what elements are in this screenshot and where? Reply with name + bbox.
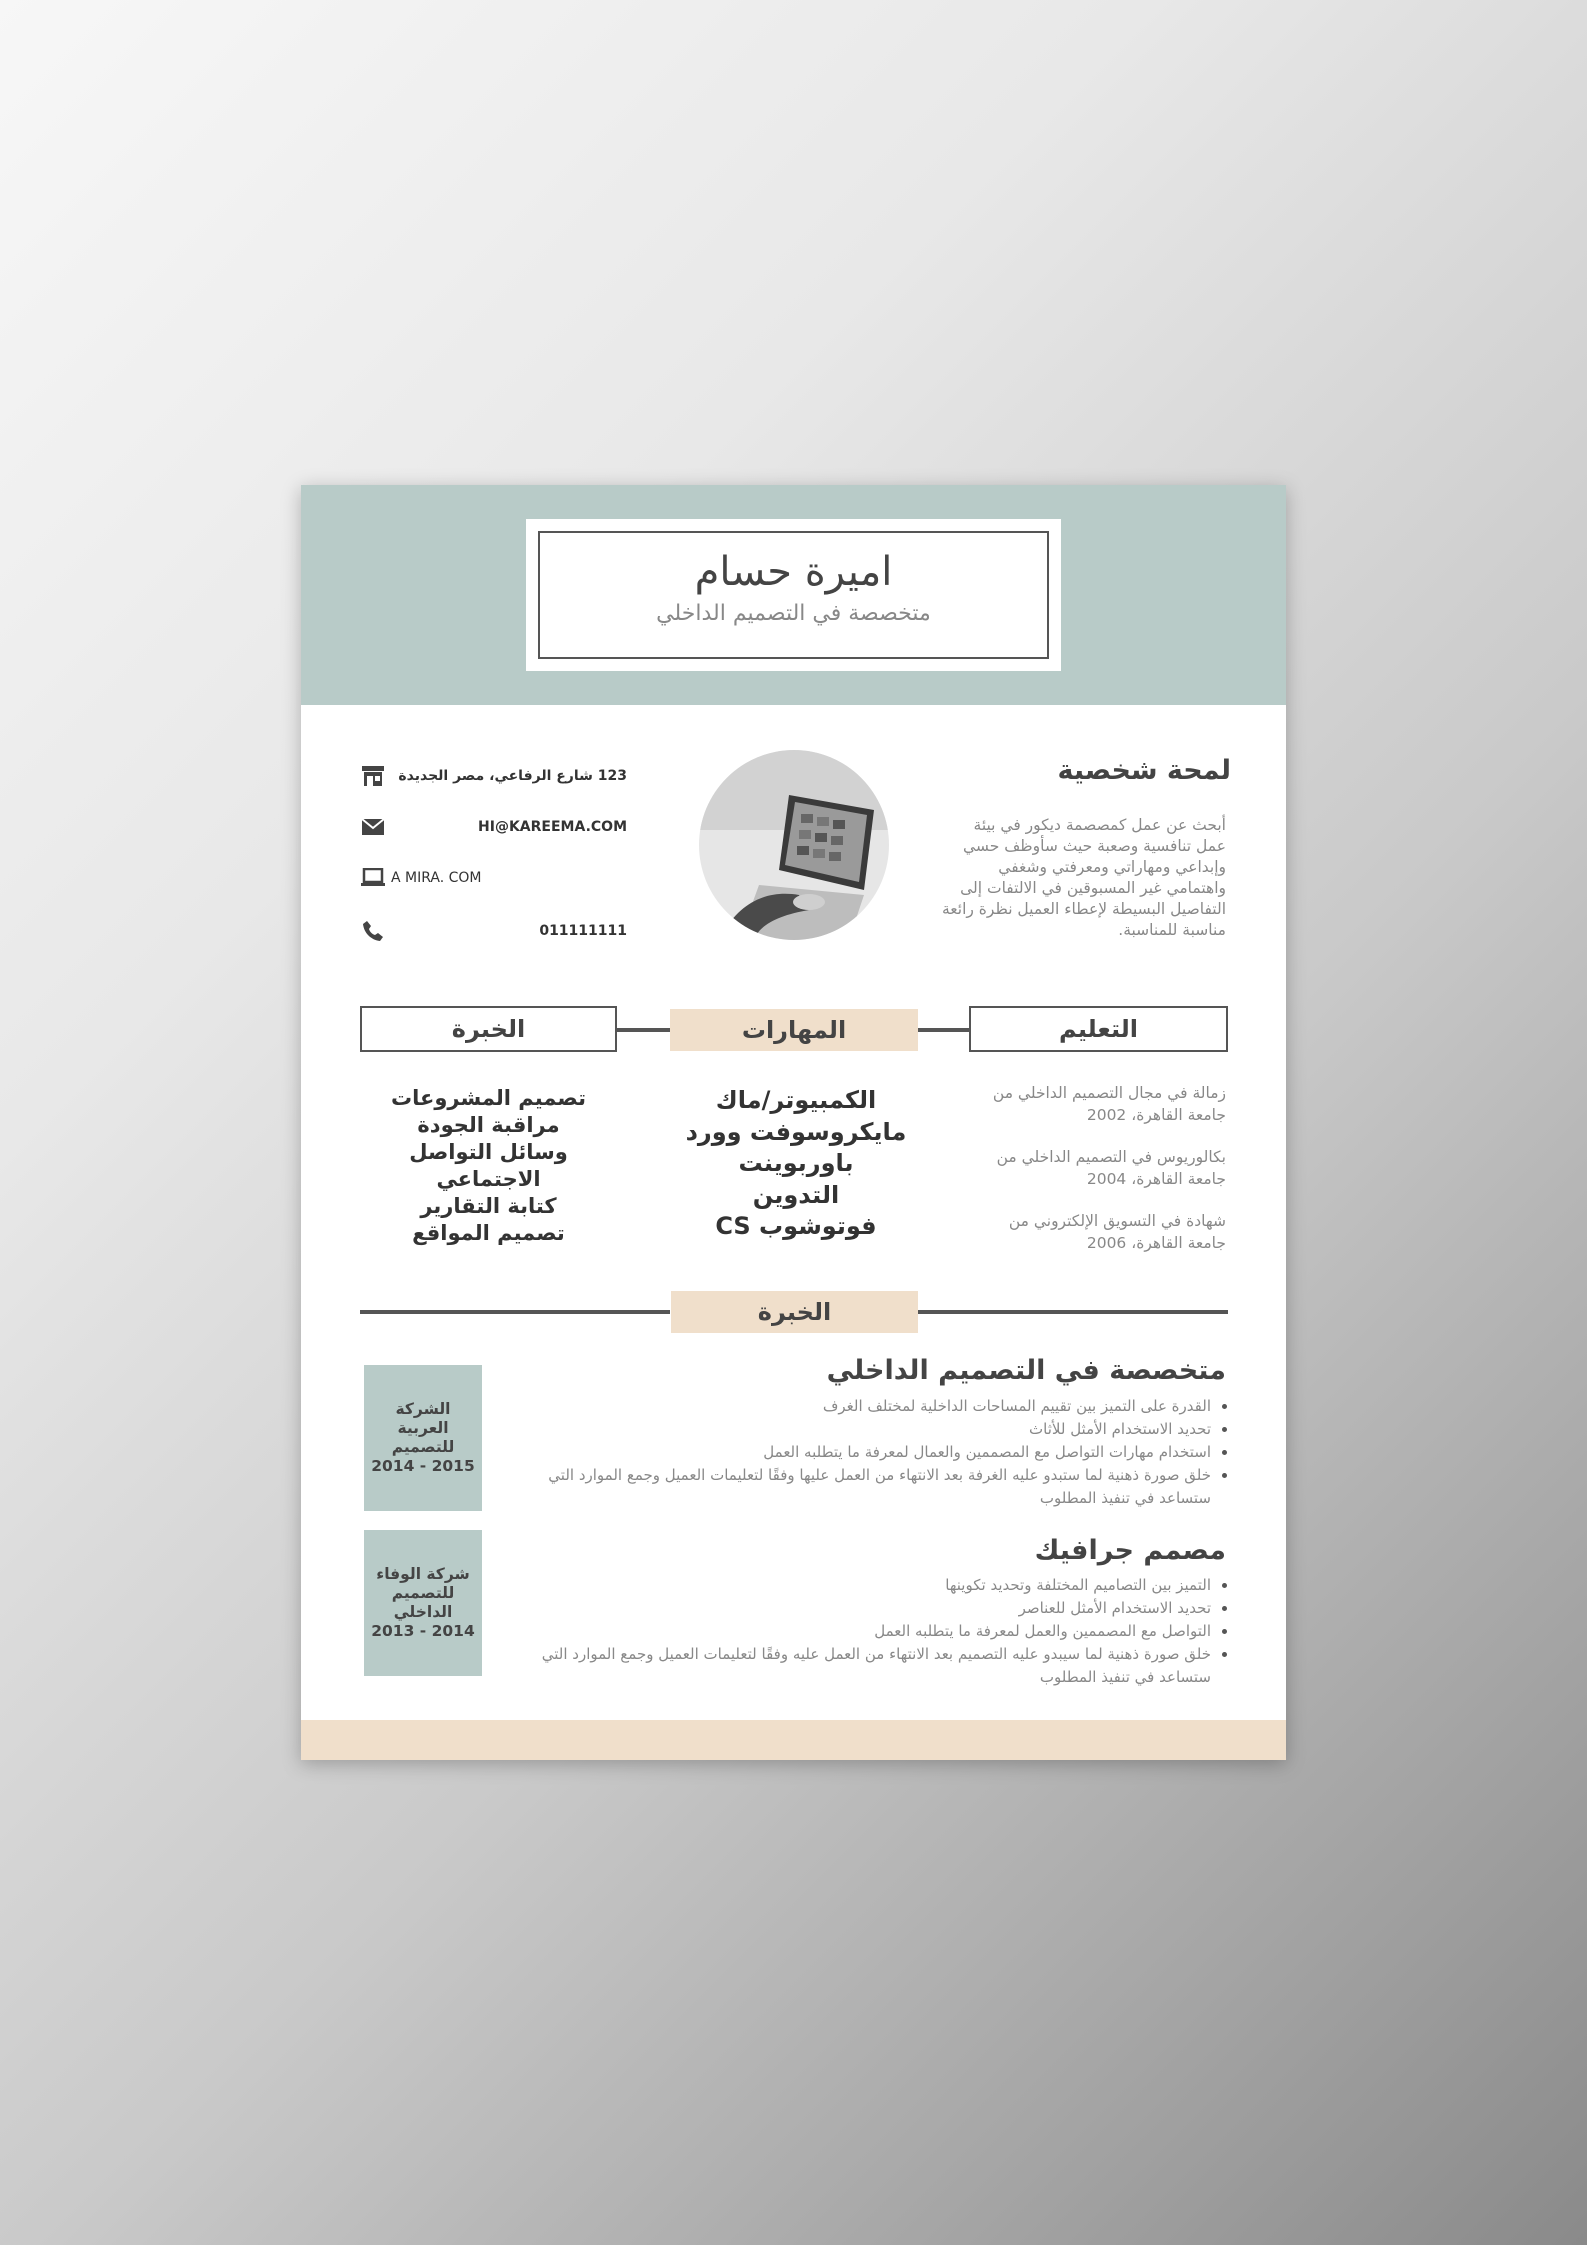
envelope-icon [359,813,387,841]
job-duties [541,1395,1227,1510]
list-item: الكمبيوتر/ماك [715,1086,877,1114]
contact-email-row [359,812,627,842]
list-item: • التميز بين التصاميم المختلفة وتحديد تكوينها [516,1574,1211,1597]
profile-photo [699,750,889,940]
list-item: • تحديد الاستخدام الأمثل للعناصر [516,1597,1211,1620]
company-name: الشركة العربية للتصميم [391,1400,455,1456]
phone-icon [359,917,387,945]
list-item: • تحديد الاستخدام الأمثل للأثاث [541,1418,1211,1441]
contact-phone: 011111111 [539,923,627,939]
name-card [526,519,1061,671]
contact-address: 123 شارع الرفاعي، مصر الجديدة [398,768,627,784]
profile-heading: لمحة شخصية [1057,755,1231,786]
store-icon [359,762,387,790]
company-years: 2013 - 2014 [371,1622,475,1640]
contact-website-row [359,863,627,893]
person-title: متخصصة في التصميم الداخلي [656,601,931,626]
list-item: فوتوشوب CS [715,1212,877,1240]
list-item: تصميم المشروعات [391,1086,586,1110]
contact-website[interactable]: A MIRA. COM [391,870,482,886]
education-item [966,1082,1226,1126]
education-degree: شهادة في التسويق الإلكتروني من [1008,1212,1226,1230]
education-item [966,1210,1226,1254]
list-item: وسائل التواصل [409,1140,568,1164]
section-divider-line [360,1310,670,1314]
skills-heading: المهارات [670,1009,918,1051]
header-band [301,485,1286,705]
list-item: الاجتماعي [436,1167,541,1191]
person-name: اميرة حسام [694,549,893,595]
experience-skills-heading: الخبرة [360,1006,617,1052]
list-item: باوربوينت [738,1149,854,1177]
education-degree: زمالة في مجال التصميم الداخلي من [992,1084,1226,1102]
company-years: 2014 - 2015 [371,1457,475,1475]
list-item: كتابة التقارير [420,1194,557,1218]
company-name: شركة الوفاء للتصميم الداخلي [376,1565,470,1621]
list-item: مايكروسوفت وورد [685,1117,907,1146]
education-school: جامعة القاهرة، 2004 [1086,1170,1226,1188]
experience-skills-list [360,1085,617,1247]
contact-phone-row [359,916,627,946]
education-item [966,1146,1226,1190]
education-list [966,1082,1226,1274]
list-item: • خلق صورة ذهنية لما سيبدو عليه التصميم بعد الانتهاء من العمل عليه وفقًا لتعليمات العميل وجمع الموارد التي ستساعد في تنفيذ المطلوب [516,1643,1211,1689]
list-item: • استخدام مهارات التواصل مع المصممين والعمال لمعرفة ما يتطلبه العمل [541,1441,1211,1464]
education-degree: بكالوريوس في التصميم الداخلي من [996,1148,1226,1166]
skills-list [656,1085,936,1243]
list-item: تصميم المواقع [412,1221,565,1245]
job-title: مصمم جرافيك [1034,1535,1226,1566]
laptop-icon [359,864,387,892]
company-badge [364,1365,482,1511]
list-item: التدوين [752,1180,840,1209]
education-school: جامعة القاهرة، 2002 [1086,1106,1226,1124]
education-school: جامعة القاهرة، 2006 [1086,1234,1226,1252]
list-item: • التواصل مع المصممين والعمل لمعرفة ما يتطلبه العمل [516,1620,1211,1643]
section-divider-line [918,1310,1228,1314]
name-frame [538,531,1049,659]
job-title: متخصصة في التصميم الداخلي [826,1355,1226,1386]
footer-band [301,1720,1286,1760]
contact-address-row [359,761,627,791]
list-item: • القدرة على التميز بين تقييم المساحات الداخلية لمختلف الغرف [541,1395,1211,1418]
list-item: • خلق صورة ذهنية لما ستبدو عليه الغرفة بعد الانتهاء من العمل عليها وفقًا لتعليمات العميل وجمع الموارد التي ستساعد في تنفيذ المطلوب [541,1464,1211,1510]
list-item: مراقبة الجودة [417,1113,560,1137]
resume-page [301,485,1286,1760]
job-duties [516,1574,1227,1689]
contact-email[interactable]: HI@KAREEMA.COM [478,819,627,835]
experience-heading: الخبرة [671,1291,918,1333]
company-badge [364,1530,482,1676]
profile-text: أبحث عن عمل كمصصمة ديكور في بيئة عمل تنافسية وصعبة حيث سأوظف حسي وإبداعي ومهاراتي ومعرفتي وشغفي واهتمامي غير المسبوقين في الالتفات إلى التفاصيل البسيطة لإعطاء العميل نظرة رائعة مناسبة للمناسبة. [941,816,1226,939]
education-heading: التعليم [969,1006,1228,1052]
